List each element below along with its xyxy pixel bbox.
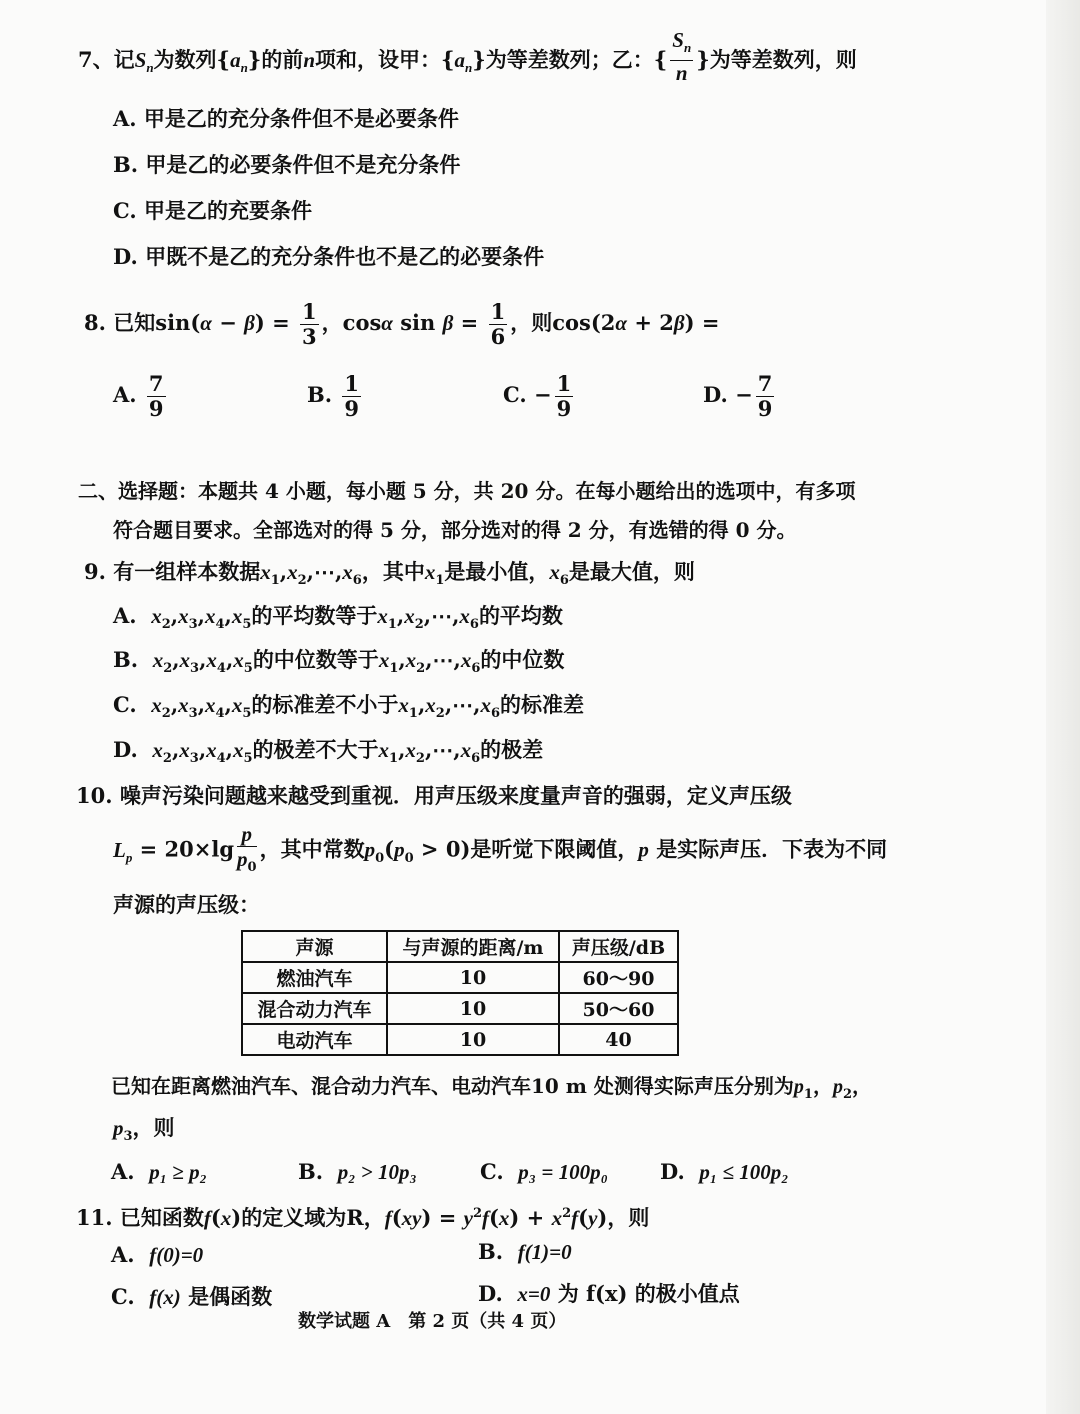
table-header-row — [242, 931, 678, 962]
option-label: C. — [111, 1284, 135, 1309]
option-label: D. — [113, 244, 138, 269]
table-header: 声源 — [242, 931, 387, 962]
q10-option-a[interactable] — [111, 1157, 207, 1187]
option-label: B. — [113, 152, 139, 177]
q9-option-a[interactable]: A. $x_2,x_3,x_4,x_5$的平均数等于$x_1,x_2,\cdots,x_6$的平均数 — [113, 603, 563, 633]
table-header: 与声源的距离/m — [387, 931, 559, 962]
option-label: D. — [703, 382, 728, 407]
q7-text: 为等差数列，则 — [709, 47, 857, 73]
q7-text: 记 — [113, 47, 135, 73]
q10-number: 10. — [76, 783, 113, 808]
option-label: B. — [113, 647, 139, 672]
option-label: B. — [478, 1239, 504, 1264]
q10-option-d[interactable] — [660, 1157, 789, 1187]
q9-text: 有一组样本数据 — [113, 559, 261, 584]
option-denominator: 9 — [344, 396, 359, 421]
section2-heading-line1: 二、选择题：本题共 4 小题，每小题 5 分，共 20 分。在每小题给出的选项中，有多项 — [78, 479, 856, 503]
q8-text: ， — [321, 310, 343, 335]
q10-stem-line2: $L_p = 20\times\lg$ $\frac{p}{p_0}$ ，其中常数$p_0(p_0 > 0)$是听觉下限阈值，p 是实际声压．下表为不同 — [113, 822, 888, 876]
option-text: 甲是乙的必要条件但不是充分条件 — [145, 152, 461, 177]
table-header: 声压级/dB — [559, 931, 678, 962]
table-row — [242, 1024, 678, 1055]
option-label: D. — [478, 1281, 503, 1306]
q10-text: ，则 — [132, 1115, 175, 1140]
option-denominator: 9 — [148, 396, 164, 421]
sound-source-table — [241, 930, 679, 1056]
table-cell: 10 — [387, 993, 559, 1024]
q9-text: ，其中 — [361, 559, 425, 584]
q7-option-a[interactable] — [113, 104, 459, 134]
q8-option-b[interactable] — [307, 372, 364, 421]
option-text: p₁ ≥ p₂ — [149, 1160, 207, 1184]
option-label: D. — [113, 737, 138, 762]
option-sign: − — [533, 382, 552, 407]
option-text: 甲是乙的充要条件 — [143, 198, 312, 223]
option-text: 甲是乙的充分条件但不是必要条件 — [143, 106, 459, 131]
q7-option-b[interactable] — [113, 150, 460, 180]
table-cell: 50～60 — [559, 993, 678, 1024]
table-cell: 10 — [387, 1024, 559, 1055]
option-math: f(x) — [149, 1285, 181, 1309]
option-sign: − — [735, 382, 753, 407]
option-text: f(1)=0 — [517, 1240, 572, 1264]
option-text: 的标准差 — [499, 692, 584, 717]
option-numerator: 7 — [148, 371, 164, 396]
q7-text: 的前 — [261, 47, 304, 73]
q7-option-d[interactable] — [113, 242, 544, 272]
q7-text: 项和，设甲： — [315, 47, 441, 73]
q10-text: ，其中常数 — [259, 836, 365, 862]
option-label: A. — [113, 603, 137, 628]
option-label: B. — [298, 1159, 324, 1184]
q7-option-c[interactable] — [113, 196, 312, 226]
q7-text: 为数列 — [153, 47, 217, 73]
option-denominator: 9 — [556, 396, 572, 421]
q7-stem: 7、记$S_n$为数列$\{a_n\}$的前n项和，设甲：$\{a_n\}$为等差数列；乙：{ $\frac{S_n}{n}$ }为等差数列，则 — [78, 28, 857, 86]
q10-stem-line1 — [76, 781, 792, 811]
table-cell: 燃油汽车 — [242, 962, 387, 993]
q8-stem: 8. 已知sin(α − β) = $\frac{1}{3}$ ，cosα sin β = $\frac{1}{6}$ ，则cos(2α + 2β) = — [84, 299, 720, 349]
option-numerator: 7 — [757, 371, 773, 396]
option-label: A. — [111, 1242, 135, 1267]
q8-text: 已知 — [113, 310, 156, 335]
q11-text: 的定义域为 — [241, 1205, 347, 1230]
option-label: C. — [113, 692, 137, 717]
q9-text: 是最大值，则 — [568, 559, 695, 584]
option-text: 的平均数等于 — [251, 603, 378, 628]
q10-option-c[interactable] — [480, 1157, 608, 1187]
option-text: p₃ = 100p₀ — [518, 1160, 608, 1184]
option-text: 的极差 — [480, 737, 544, 762]
q10-text: 是听觉下限阈值， — [470, 836, 639, 862]
option-text: 是偶函数 — [188, 1284, 273, 1309]
q11-text: ，则 — [607, 1205, 650, 1230]
table-cell: 60～90 — [559, 962, 678, 993]
option-text: 的中位数 — [480, 647, 565, 672]
q11-text: 已知函数 — [119, 1205, 204, 1230]
page-footer: 数学试题 A 第 2 页（共 4 页） — [298, 1311, 567, 1332]
q8-option-d[interactable] — [703, 372, 777, 421]
q9-option-c[interactable]: C. $x_2,x_3,x_4,x_5$的标准差不小于$x_1,x_2,\cdots,x_6$的标准差 — [113, 692, 584, 722]
q8-number: 8. — [84, 310, 106, 335]
q9-option-b[interactable]: B. $x_2,x_3,x_4,x_5$的中位数等于$x_1,x_2,\cdots,x_6$的中位数 — [113, 647, 565, 677]
option-text: 的中位数等于 — [252, 647, 379, 672]
option-denominator: 9 — [757, 396, 773, 421]
q8-option-a[interactable] — [113, 372, 169, 421]
q10-text: 已知在距离燃油汽车、混合动力汽车、电动汽车10 m 处测得实际声压分别为 — [111, 1074, 794, 1098]
q7-text: 为等差数列；乙： — [485, 47, 654, 73]
table-cell: 40 — [559, 1024, 678, 1055]
option-label: A. — [113, 106, 137, 131]
option-math: x=0 — [517, 1282, 551, 1306]
option-label: B. — [307, 382, 333, 407]
table-cell: 混合动力汽车 — [242, 993, 387, 1024]
q10-option-b[interactable] — [298, 1157, 417, 1187]
q10-text: 是实际声压．下表为不同 — [656, 836, 888, 862]
option-text: 的平均数 — [478, 603, 563, 628]
q11-option-a[interactable] — [111, 1240, 203, 1270]
q9-text: 是最小值， — [444, 559, 550, 584]
option-text: 的极差不大于 — [252, 737, 379, 762]
option-numerator: 1 — [344, 371, 359, 396]
q10-after-table-line1: 已知在距离燃油汽车、混合动力汽车、电动汽车10 m 处测得实际声压分别为$p_1$，$p_2$， — [111, 1074, 873, 1102]
option-text: f(0)=0 — [149, 1243, 204, 1267]
q9-number: 9. — [84, 559, 106, 584]
option-text: p₂ > 10p₃ — [337, 1160, 417, 1184]
q11-number: 11. — [76, 1205, 113, 1230]
option-label: C. — [480, 1159, 504, 1184]
table-cell: 10 — [387, 962, 559, 993]
option-label: A. — [111, 1159, 135, 1184]
option-label: C. — [113, 198, 137, 223]
table-row — [242, 993, 678, 1024]
table-cell: 电动汽车 — [242, 1024, 387, 1055]
table-row — [242, 962, 678, 993]
q11-text: ， — [363, 1205, 385, 1230]
page-edge-shadow — [1046, 0, 1080, 1414]
q9-option-d[interactable]: D. $x_2,x_3,x_4,x_5$的极差不大于$x_1,x_2,\cdots,x_6$的极差 — [113, 737, 544, 767]
option-label: C. — [503, 382, 527, 407]
q8-text: ，则 — [510, 310, 553, 335]
option-text: 的标准差不小于 — [251, 692, 399, 717]
option-numerator: 1 — [556, 371, 572, 396]
option-text: p₁ ≤ 100p₂ — [699, 1160, 789, 1184]
q10-after-table-line2: $p_3$，则 — [113, 1115, 175, 1145]
q11-option-b[interactable] — [478, 1237, 572, 1267]
q7-number: 7、 — [78, 47, 114, 73]
q10-stem-line3: 声源的声压级： — [113, 892, 260, 917]
option-label: D. — [660, 1159, 685, 1184]
q11-option-d[interactable] — [478, 1279, 740, 1309]
q9-stem: 9. 有一组样本数据$x_1,x_2,\cdots,x_6$，其中$x_1$是最小值，$x_6$是最大值，则 — [84, 559, 695, 589]
option-label: A. — [113, 382, 137, 407]
q8-option-c[interactable] — [503, 372, 576, 421]
q11-stem: 11. 已知函数f(x)的定义域为R，$f(xy) = y^2f(x) + x^2f(y)$，则 — [76, 1205, 650, 1230]
option-text: 甲既不是乙的充分条件也不是乙的必要条件 — [145, 244, 545, 269]
q10-text: 噪声污染问题越来越受到重视．用声压级来度量声音的强弱，定义声压级 — [119, 783, 792, 808]
q11-option-c[interactable] — [111, 1282, 272, 1312]
section2-heading-line2: 符合题目要求。全部选对的得 5 分，部分选对的得 2 分，有选错的得 0 分。 — [113, 518, 797, 542]
option-text: 为 f(x) 的极小值点 — [557, 1281, 740, 1306]
